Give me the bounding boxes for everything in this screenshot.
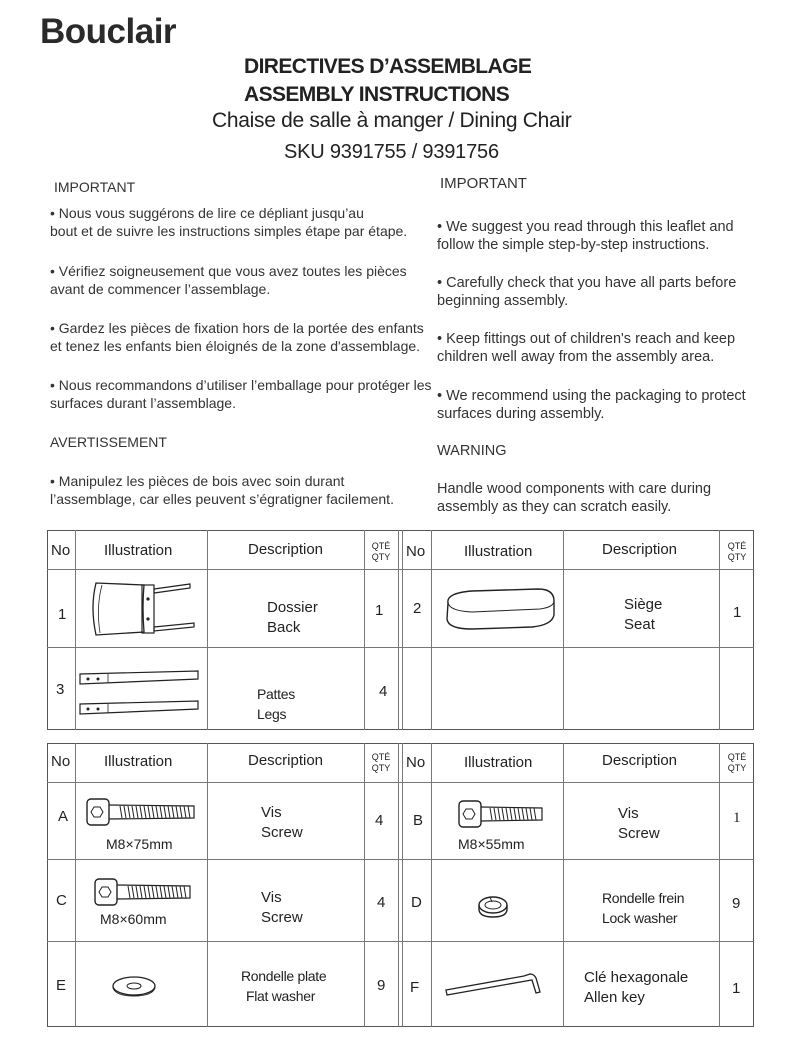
hardware-desc-en: Flat washer [246, 988, 316, 1004]
french-line: • Vérifiez soigneusement que vous avez toutes les pièces [50, 263, 407, 279]
hardware-description [584, 968, 688, 1008]
part-qty: 1 [733, 604, 742, 621]
french-warning [50, 472, 410, 508]
hardware-desc-en: Allen key [584, 989, 645, 1006]
hardware-desc-fr: Rondelle frein [602, 890, 685, 906]
english-line: beginning assembly. [437, 293, 569, 309]
title-fr: DIRECTIVES D’ASSEMBLAGE [244, 55, 532, 78]
legs-illustration [78, 664, 203, 722]
hardware-desc-en: Screw [618, 825, 660, 842]
part-number: 1 [58, 606, 67, 623]
french-warning-line: • Manipulez les pièces de bois avec soin durant [50, 473, 345, 489]
french-block-1 [50, 204, 410, 240]
english-block-4 [437, 387, 777, 423]
hardware-qty: 1 [733, 810, 741, 826]
hardware-id: F [410, 979, 420, 996]
header-no: No [51, 753, 71, 770]
english-block-3 [437, 330, 777, 366]
english-line: surfaces during assembly. [437, 406, 605, 422]
part-number: 3 [56, 681, 65, 698]
french-line: avant de commencer l’assemblage. [50, 281, 271, 297]
english-line: follow the simple step-by-step instructions. [437, 237, 710, 253]
sku: SKU 9391755 / 9391756 [284, 141, 499, 163]
french-heading: IMPORTANT [54, 179, 136, 195]
lock-washer-illustration [476, 894, 512, 920]
french-warning-line: l’assemblage, car elles peuvent s’égratigner facilement. [50, 491, 394, 507]
part-qty: 4 [379, 683, 388, 700]
hardware-description [261, 803, 303, 843]
hardware-desc-en: Lock washer [602, 910, 678, 926]
part-desc-en: Back [267, 619, 301, 636]
part-desc-fr: Dossier [267, 599, 318, 616]
part-description [257, 684, 295, 724]
hardware-id: C [56, 892, 67, 909]
hardware-desc-fr: Vis [261, 889, 282, 906]
product-name: Chaise de salle à manger / Dining Chair [212, 109, 572, 132]
bolt-size: M8×75mm [106, 836, 173, 852]
english-heading-wrap [440, 175, 780, 193]
header-no: No [406, 754, 426, 771]
header-illustration: Illustration [464, 754, 533, 771]
english-line: • Carefully check that you have all parts before [437, 275, 737, 291]
french-block-2 [50, 262, 410, 298]
header-no: No [51, 542, 71, 559]
english-line: children well away from the assembly area. [437, 349, 715, 365]
hardware-qty: 4 [375, 812, 384, 829]
header-qty [366, 752, 396, 774]
english-line: • We recommend using the packaging to protect [437, 388, 746, 404]
flat-washer-illustration [110, 975, 158, 999]
header-qty-en: QTY [727, 552, 747, 562]
hardware-desc-en: Screw [261, 909, 303, 926]
hardware-desc-fr: Vis [261, 804, 282, 821]
hardware-qty: 9 [732, 895, 741, 912]
header-no: No [406, 543, 426, 560]
french-warning-heading-text: AVERTISSEMENT [50, 434, 167, 450]
allen-key-illustration [444, 968, 544, 1002]
part-description [267, 598, 318, 638]
french-line: bout et de suivre les instructions simples étape par étape. [50, 223, 408, 239]
header-qty-fr: QTÉ [727, 752, 747, 762]
english-block-2 [437, 274, 777, 310]
french-block-4 [50, 376, 432, 412]
hardware-description [241, 966, 326, 1006]
seat-illustration [442, 585, 557, 633]
header-qty-en: QTY [371, 552, 391, 562]
part-desc-fr: Siège [624, 596, 663, 613]
english-warning [437, 480, 777, 516]
header-description: Description [248, 541, 324, 558]
chair-back-illustration [82, 577, 197, 639]
hardware-desc-en: Screw [261, 824, 303, 841]
hardware-id: B [413, 812, 424, 829]
header-qty-fr: QTÉ [727, 541, 747, 551]
hardware-description [261, 888, 303, 928]
bolt-illustration [94, 878, 194, 908]
header-qty-en: QTY [371, 763, 391, 773]
header-qty-en: QTY [727, 763, 747, 773]
english-line: • Keep fittings out of children's reach and keep [437, 331, 736, 347]
bolt-size: M8×55mm [458, 836, 525, 852]
french-line: surfaces durant l’assemblage. [50, 395, 236, 411]
hardware-id: E [56, 977, 67, 994]
header-qty [366, 541, 396, 563]
header-description: Description [602, 752, 678, 769]
french-instructions [50, 178, 410, 196]
header-description: Description [602, 541, 678, 558]
french-warning-heading [50, 433, 410, 451]
french-line: • Gardez les pièces de fixation hors de la portée des enfants [50, 320, 424, 336]
header-description: Description [248, 752, 324, 769]
french-line: et tenez les enfants bien éloignés de la zone d'assemblage. [50, 338, 421, 354]
hardware-qty: 4 [377, 894, 386, 911]
bolt-size: M8×60mm [100, 911, 167, 927]
english-line: • We suggest you read through this leaflet and [437, 219, 734, 235]
header-qty [721, 541, 753, 563]
bolt-illustration [86, 798, 198, 828]
header-illustration: Illustration [464, 543, 533, 560]
english-block-1 [437, 218, 777, 254]
header-qty-fr: QTÉ [371, 541, 391, 551]
hardware-desc-fr: Clé hexagonale [584, 969, 689, 986]
hardware-qty: 1 [732, 980, 741, 997]
brand-logo: Bouclair [40, 12, 177, 51]
french-block-3 [50, 319, 424, 355]
bolt-illustration [458, 800, 546, 830]
title-en: ASSEMBLY INSTRUCTIONS [244, 83, 510, 106]
hardware-description [602, 888, 684, 928]
english-warning-line: Handle wood components with care during [437, 481, 712, 497]
header-qty-fr: QTÉ [371, 752, 391, 762]
english-warning-line: assembly as they can scratch easily. [437, 499, 672, 515]
part-desc-en: Legs [257, 706, 287, 722]
french-line: • Nous vous suggérons de lire ce dépliant jusqu’au [50, 205, 364, 221]
english-warning-heading [437, 442, 777, 460]
hardware-id: D [411, 894, 422, 911]
header-illustration: Illustration [104, 753, 173, 770]
header-illustration: Illustration [104, 542, 173, 559]
part-desc-fr: Pattes [257, 686, 295, 702]
hardware-desc-fr: Rondelle plate [241, 968, 327, 984]
part-number: 2 [413, 600, 422, 617]
english-heading: IMPORTANT [440, 175, 527, 192]
hardware-qty: 9 [377, 977, 386, 994]
french-line: • Nous recommandons d’utiliser l’emballage pour protéger les [50, 377, 432, 393]
part-description [624, 595, 662, 635]
header-qty [721, 752, 753, 774]
part-qty: 1 [375, 602, 384, 619]
english-warning-heading-text: WARNING [437, 443, 507, 459]
hardware-id: A [58, 808, 69, 825]
hardware-desc-fr: Vis [618, 805, 639, 822]
hardware-description [618, 804, 660, 844]
part-desc-en: Seat [624, 616, 655, 633]
